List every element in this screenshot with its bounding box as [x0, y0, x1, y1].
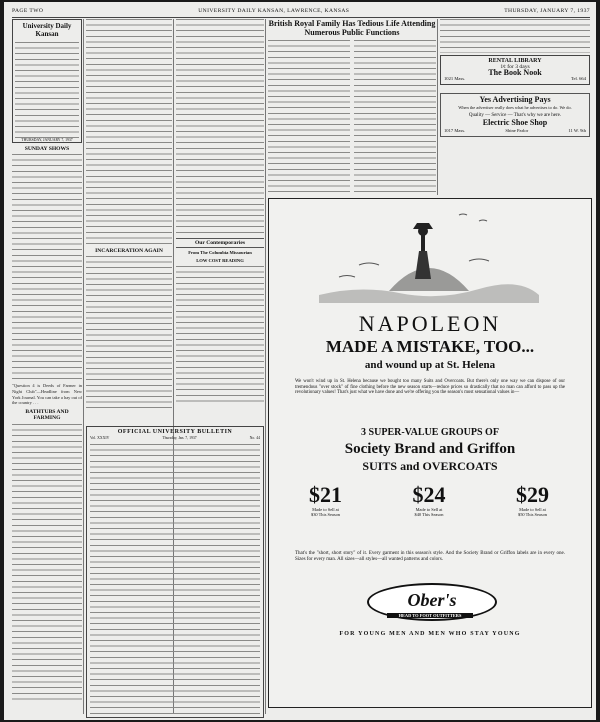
price-note: Made to Sell at	[312, 507, 339, 512]
rental-address: 1021 Mass.	[444, 75, 466, 81]
rental-library-ad	[440, 55, 590, 85]
bulletin-title: OFFICIAL UNIVERSITY BULLETIN	[117, 429, 233, 435]
price-value: $29	[516, 482, 549, 507]
headline-bathtubs: BATHTUBS AND FARMING	[25, 408, 69, 422]
rental-store-name: The Book Nook	[488, 68, 542, 78]
ad-suits-line: SUITS and OVERCOATS	[362, 459, 498, 473]
masthead-title: University Daily Kansan	[22, 22, 72, 38]
obers-logo: Ober's	[367, 583, 497, 621]
column-rule	[83, 19, 84, 714]
article-text	[440, 19, 590, 53]
article-text	[354, 40, 436, 196]
page-header	[12, 5, 590, 18]
ad-closing-text: That's the "short, short story" of it. Every garment in this season's style. And the Society Brand or Griffon labels are in every one. Sizes for every man. All sizes—all styles—all wanted patterns and colors.	[295, 551, 565, 562]
column-rule	[265, 19, 266, 714]
price-note: Made to Sell at	[519, 507, 546, 512]
masthead-date: THURSDAY, JANUARY 7, 1937	[21, 138, 73, 142]
headline-incarceration: INCARCERATION AGAIN	[95, 248, 163, 254]
article-text	[268, 40, 350, 196]
article-text	[12, 154, 82, 380]
bulletin-volume: Vol. XXXIV	[90, 435, 110, 440]
shoe-address-2: 11 W. 9th	[568, 127, 586, 133]
ad-footer-slogan: FOR YOUNG MEN AND MEN WHO STAY YOUNG	[339, 631, 521, 637]
ad-body-text: We won't wind up in St. Helena because we bought too many Suits and Overcoats. But there's only one way we can dispose of our tremendous "over stock" of fine clothing before the new season starts—reduce prices so drastically that no man can afford to pass up the revolutionary values! That's just what we have done and we're offering you the season's most sensational values in—	[295, 379, 565, 396]
ad-headline-st-helena: and wound up at St. Helena	[364, 359, 496, 371]
ad-headline-mistake: MADE A MISTAKE, TOO...	[325, 337, 535, 356]
obers-tagline: HEAD TO FOOT OUTFITTERS	[387, 613, 473, 618]
column-rule	[437, 19, 438, 195]
column-editorial	[12, 19, 82, 704]
napoleon-illustration	[319, 205, 539, 303]
newspaper-page	[4, 2, 596, 720]
bulletin-notices	[90, 444, 260, 714]
article-text	[176, 19, 264, 235]
price-note: $50 This Season	[518, 512, 547, 518]
ad-groups-line: 3 SUPER-VALUE GROUPS OF	[361, 427, 499, 438]
headline-royal-family: British Royal Family Has Tedious Life Attending Numerous Public Functions	[268, 19, 436, 37]
price-value: $21	[309, 482, 342, 507]
shoe-shop-name: Electric Shoe Shop	[482, 118, 548, 128]
rental-price: 1¢ for 3 days	[500, 63, 530, 70]
quote-headline: "Question 4 is Deeds of Farmer in Night Club"—Headline from New York Journal. You can take a hay out of the country . . .	[12, 383, 82, 406]
article-text	[12, 424, 82, 704]
price-note: Made to Sell at	[415, 507, 443, 512]
masthead	[12, 19, 82, 143]
page-number: PAGE TWO	[12, 8, 44, 14]
ad-brands-line: Society Brand and Griffon	[344, 441, 516, 457]
shoe-ad-title: Yes Advertising Pays	[479, 95, 551, 105]
price-group	[413, 483, 446, 518]
shoe-ad-subtitle: When the advertiser really does what he advertises to do. We do.	[458, 104, 572, 110]
column-ads	[440, 19, 590, 137]
price-value: $24	[412, 482, 446, 507]
article-text	[86, 256, 172, 408]
shoe-ad-slogan: Quality — Service — That's why we are here.	[468, 112, 562, 118]
article-text	[176, 266, 264, 406]
column-two	[86, 19, 172, 408]
rental-title: RENTAL LIBRARY	[488, 58, 542, 64]
shoe-shop-ad	[440, 93, 590, 137]
price-note: $40 This Season	[414, 512, 444, 518]
article-text	[86, 19, 172, 245]
shoe-shine: Shine Parlor	[505, 127, 529, 133]
headline-sunday-shows: SUNDAY SHOWS	[24, 146, 70, 152]
issue-date: THURSDAY, JANUARY 7, 1937	[504, 8, 590, 14]
column-three	[176, 19, 264, 406]
price-group	[309, 483, 342, 518]
obers-advertisement	[268, 198, 592, 708]
masthead-staff-list	[15, 42, 79, 138]
rental-phone: Tel. 664	[571, 75, 586, 81]
price-group	[516, 483, 549, 518]
headline-contemporaries: Our Contemporaries	[176, 238, 264, 248]
ad-headline-napoleon: NAPOLEON	[358, 311, 502, 336]
shoe-address: 1017 Mass.	[444, 127, 466, 133]
price-note: $30 This Season	[311, 512, 340, 518]
bulletin-number: No. 44	[249, 435, 260, 440]
paper-name: UNIVERSITY DAILY KANSAN, LAWRENCE, KANSAS	[198, 8, 350, 14]
column-royal-family	[268, 19, 436, 196]
source-line: From The Columbia Missourian	[188, 250, 252, 256]
bulletin-date: Thursday, Jan. 7, 1937	[162, 435, 197, 440]
price-groups	[309, 483, 549, 518]
headline-low-cost-reading: LOW COST READING	[196, 258, 244, 263]
official-bulletin	[86, 420, 264, 718]
